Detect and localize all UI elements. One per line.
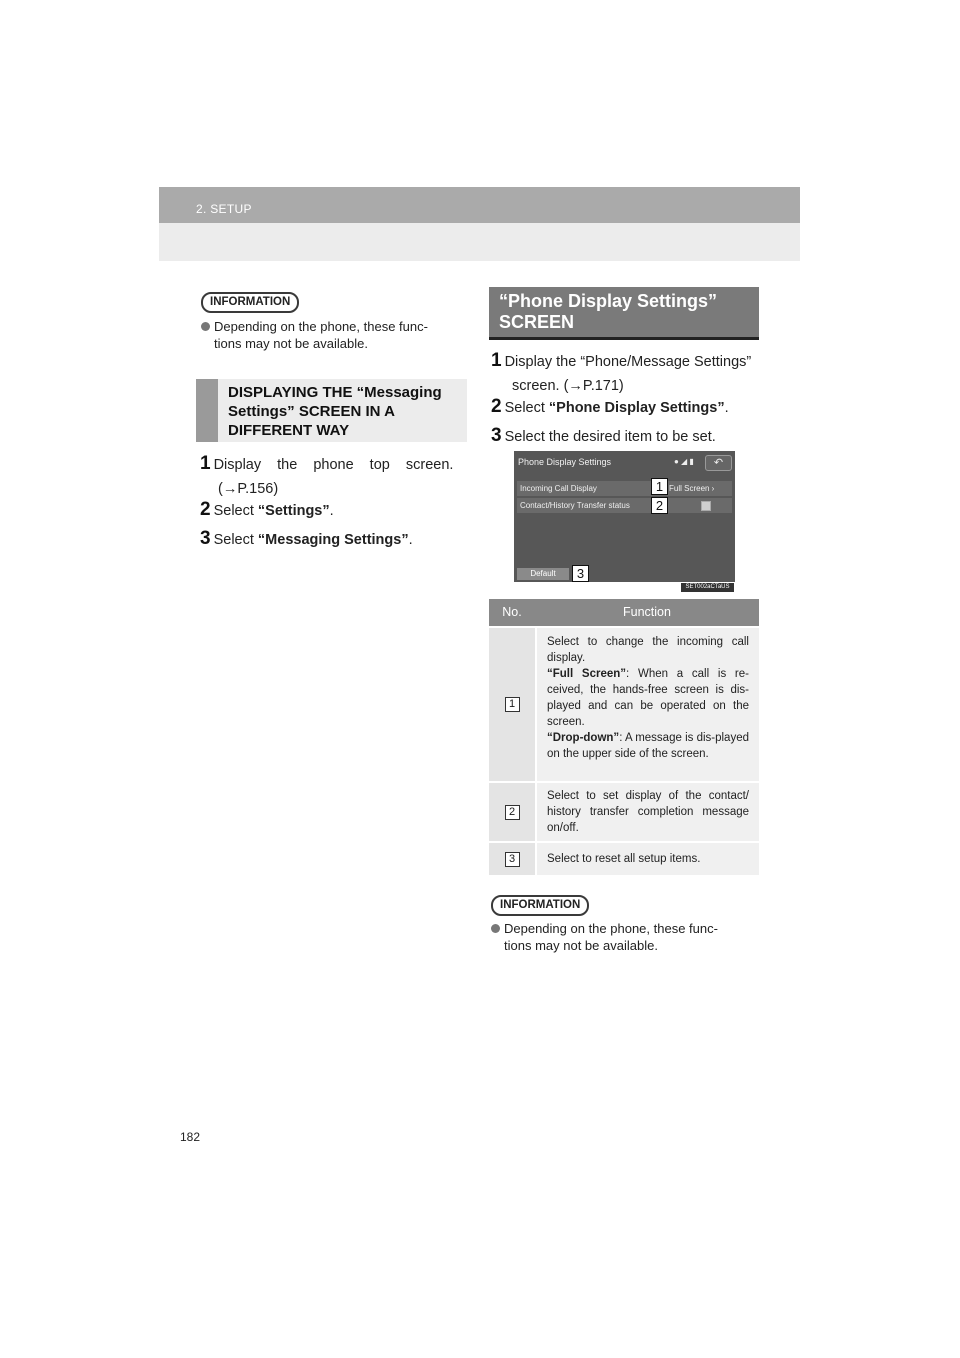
step-option: “Settings” xyxy=(257,503,330,519)
number-box: 2 xyxy=(505,805,520,820)
section-label: 2. SETUP xyxy=(196,202,252,216)
info-note xyxy=(491,920,759,954)
step-text: Display the phone top screen. xyxy=(213,457,454,473)
left-step-2 xyxy=(200,498,334,523)
step-number: 3 xyxy=(200,528,211,549)
heading-line2: SCREEN xyxy=(499,312,575,332)
number-box: 1 xyxy=(505,697,520,712)
step-number: 1 xyxy=(491,350,502,371)
header-bar xyxy=(159,187,800,223)
row-number-cell xyxy=(489,843,537,875)
row-number-cell xyxy=(489,628,537,781)
right-step-1 xyxy=(491,349,761,398)
right-step-2 xyxy=(491,395,729,420)
left-step-1 xyxy=(200,452,468,501)
step-option: “Phone Display Settings” xyxy=(548,400,725,416)
page-number: 182 xyxy=(180,1130,201,1144)
left-step-3 xyxy=(200,527,413,552)
table-row xyxy=(489,841,759,875)
default-button: Default xyxy=(517,568,569,580)
heading-line2: Settings” SCREEN IN A xyxy=(228,403,395,420)
function-table xyxy=(489,599,759,875)
information-badge: INFORMATION xyxy=(491,895,589,916)
row-value: Full Screen › xyxy=(669,484,715,493)
heading-line1: DISPLAYING THE “Messaging xyxy=(228,384,442,401)
row-function: Select to reset all setup items. xyxy=(547,853,701,865)
step-text: Display the “Phone/Message Settings” xyxy=(504,354,752,370)
transfer-status-row xyxy=(517,498,732,513)
bullet-icon xyxy=(201,322,210,331)
bullet-icon xyxy=(491,924,500,933)
col-function: Function xyxy=(623,605,671,619)
info-note-line2: tions may not be available. xyxy=(504,938,658,953)
info-note-line2: tions may not be available. xyxy=(214,336,368,351)
step-text: Select the desired item to be set. xyxy=(504,429,716,445)
row-label: Incoming Call Display xyxy=(520,484,597,493)
step-punct: . xyxy=(408,532,413,548)
step-text: Select xyxy=(504,400,549,416)
header-subbar xyxy=(159,223,800,261)
info-note-line1: Depending on the phone, these func- xyxy=(504,921,718,936)
option-name: “Drop-down” xyxy=(547,732,620,744)
function-text: : When a call is re-ceived, the hands-free screen is dis-played and can be operated on the screen. xyxy=(547,668,749,728)
heading-line3: DIFFERENT WAY xyxy=(228,422,350,439)
step-text: Select xyxy=(213,532,258,548)
number-box: 3 xyxy=(505,852,520,867)
function-text: Select to change the incoming call display. xyxy=(547,636,749,664)
step-text-2: screen. (→P.171) xyxy=(512,378,624,394)
back-icon: ↶ xyxy=(705,455,732,471)
col-no: No. xyxy=(502,605,522,619)
step-number: 2 xyxy=(200,499,211,520)
option-name: “Full Screen” xyxy=(547,668,627,680)
heading-tab xyxy=(196,379,218,442)
step-punct: . xyxy=(329,503,334,519)
table-header xyxy=(489,599,759,626)
table-row xyxy=(489,781,759,841)
subsection-heading-text xyxy=(228,383,463,440)
screen-title: Phone Display Settings xyxy=(518,457,612,467)
checkbox-icon xyxy=(701,501,711,511)
row-function: Select to set display of the contact/ history transfer completion message on/off. xyxy=(547,790,749,834)
right-step-3 xyxy=(491,424,716,449)
row-label: Contact/History Transfer status xyxy=(520,501,630,510)
incoming-call-display-row xyxy=(517,481,732,496)
row-function xyxy=(537,628,759,781)
table-row xyxy=(489,626,759,781)
step-text: Select xyxy=(213,503,258,519)
info-note-line1: Depending on the phone, these func- xyxy=(214,319,428,334)
figure-code: SET002aCTaUS xyxy=(681,583,734,592)
step-number: 2 xyxy=(491,396,502,417)
step-punct: . xyxy=(724,400,729,416)
information-badge: INFORMATION xyxy=(201,292,299,313)
marker-1: 1 xyxy=(651,478,668,495)
status-icons: ● ◢ ▮ xyxy=(674,457,694,466)
info-note xyxy=(201,318,467,352)
phone-display-settings-screenshot xyxy=(514,451,735,582)
function-text: : A message is dis-played on the upper side of the screen. xyxy=(547,732,749,760)
marker-3: 3 xyxy=(572,565,589,582)
section-heading xyxy=(489,287,759,340)
subsection-heading xyxy=(196,379,467,442)
heading-line1: “Phone Display Settings” xyxy=(499,291,718,311)
step-reference: (→P.156) xyxy=(218,481,279,497)
section-heading-text xyxy=(499,291,717,333)
step-number: 1 xyxy=(200,453,211,474)
row-number-cell xyxy=(489,783,537,841)
marker-2: 2 xyxy=(651,497,668,514)
step-option: “Messaging Settings” xyxy=(257,532,409,548)
step-number: 3 xyxy=(491,425,502,446)
